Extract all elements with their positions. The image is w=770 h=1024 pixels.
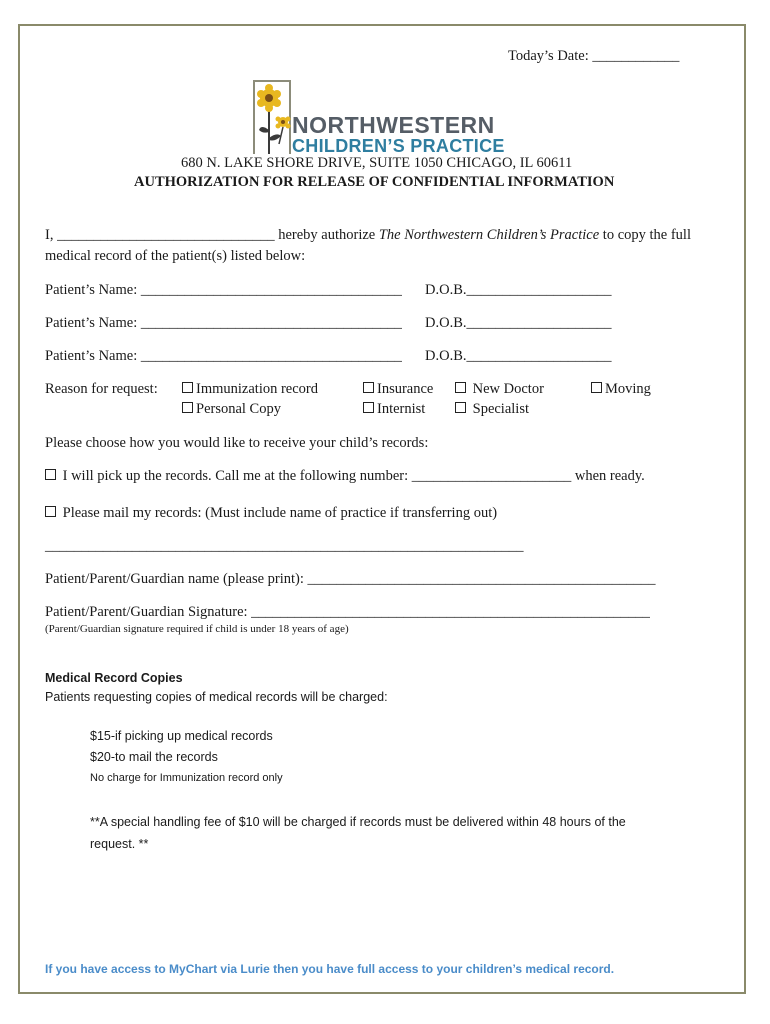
- patient-dob-field[interactable]: D.O.B.____________________: [425, 282, 612, 298]
- fee-pickup: $15-if picking up medical records: [90, 729, 273, 743]
- checkbox[interactable]: [591, 382, 602, 393]
- guardian-name-field[interactable]: Patient/Parent/Guardian name (please print): ________________________________________________: [45, 571, 656, 587]
- special-fee-line-2: request. **: [90, 837, 149, 851]
- checkbox[interactable]: [455, 382, 466, 393]
- reason-immunization[interactable]: Immunization record: [182, 381, 318, 398]
- mychart-note: If you have access to MyChart via Lurie then you have full access to your children’s medical record.: [45, 962, 615, 976]
- mail-practice-field[interactable]: __________________________________________________________________: [45, 538, 524, 554]
- reason-new-doctor[interactable]: New Doctor: [455, 381, 544, 398]
- pickup-option[interactable]: I will pick up the records. Call me at the following number: ______________________ when ready.: [45, 468, 645, 485]
- special-fee-line-1: **A special handling fee of $10 will be charged if records must be delivered within 48 hours of the: [90, 815, 626, 829]
- checkbox[interactable]: [182, 382, 193, 393]
- checkbox[interactable]: [455, 402, 466, 413]
- guardian-signature-field[interactable]: Patient/Parent/Guardian Signature: _______________________________________________________: [45, 604, 650, 620]
- reason-label: Reason for request:: [45, 381, 158, 397]
- patient-name-field[interactable]: Patient’s Name: ____________________________________: [45, 282, 402, 298]
- fee-mail: $20-to mail the records: [90, 750, 218, 764]
- authorize-line: [45, 227, 691, 244]
- authorize-line-2: medical record of the patient(s) listed below:: [45, 248, 306, 264]
- authorize-prefix: I, ______________________________ hereby authorize: [45, 227, 379, 243]
- reason-specialist[interactable]: Specialist: [455, 401, 529, 418]
- copies-heading: Medical Record Copies: [45, 671, 183, 685]
- patient-dob-field[interactable]: D.O.B.____________________: [425, 315, 612, 331]
- copies-intro: Patients requesting copies of medical records will be charged:: [45, 690, 388, 704]
- form-title: AUTHORIZATION FOR RELEASE OF CONFIDENTIAL INFORMATION: [134, 174, 615, 190]
- logo-childrens-practice: CHILDREN’S PRACTICE: [292, 136, 505, 156]
- mail-option[interactable]: Please mail my records: (Must include name of practice if transferring out): [45, 505, 497, 522]
- reason-personal-copy[interactable]: Personal Copy: [182, 401, 281, 418]
- reason-moving[interactable]: Moving: [591, 381, 651, 398]
- checkbox[interactable]: [363, 382, 374, 393]
- authorize-suffix: to copy the full: [599, 227, 691, 243]
- reason-internist[interactable]: Internist: [363, 401, 425, 418]
- patient-dob-field[interactable]: D.O.B.____________________: [425, 348, 612, 364]
- patient-name-field[interactable]: Patient’s Name: ____________________________________: [45, 315, 402, 331]
- checkbox[interactable]: [363, 402, 374, 413]
- receive-prompt: Please choose how you would like to receive your child’s records:: [45, 435, 429, 451]
- checkbox[interactable]: [45, 469, 56, 480]
- fee-no-charge: No charge for Immunization record only: [90, 772, 283, 784]
- signature-note: (Parent/Guardian signature required if child is under 18 years of age): [45, 623, 349, 635]
- address: 680 N. LAKE SHORE DRIVE, SUITE 1050 CHICAGO, IL 60611: [181, 155, 573, 171]
- logo-northwestern: NORTHWESTERN: [292, 112, 495, 138]
- todays-date: Today’s Date: ____________: [508, 48, 680, 64]
- checkbox[interactable]: [45, 506, 56, 517]
- checkbox[interactable]: [182, 402, 193, 413]
- patient-name-field[interactable]: Patient’s Name: ____________________________________: [45, 348, 402, 364]
- reason-insurance[interactable]: Insurance: [363, 381, 433, 398]
- sunflower-icon: [253, 78, 293, 158]
- practice-name: The Northwestern Children’s Practice: [378, 227, 600, 243]
